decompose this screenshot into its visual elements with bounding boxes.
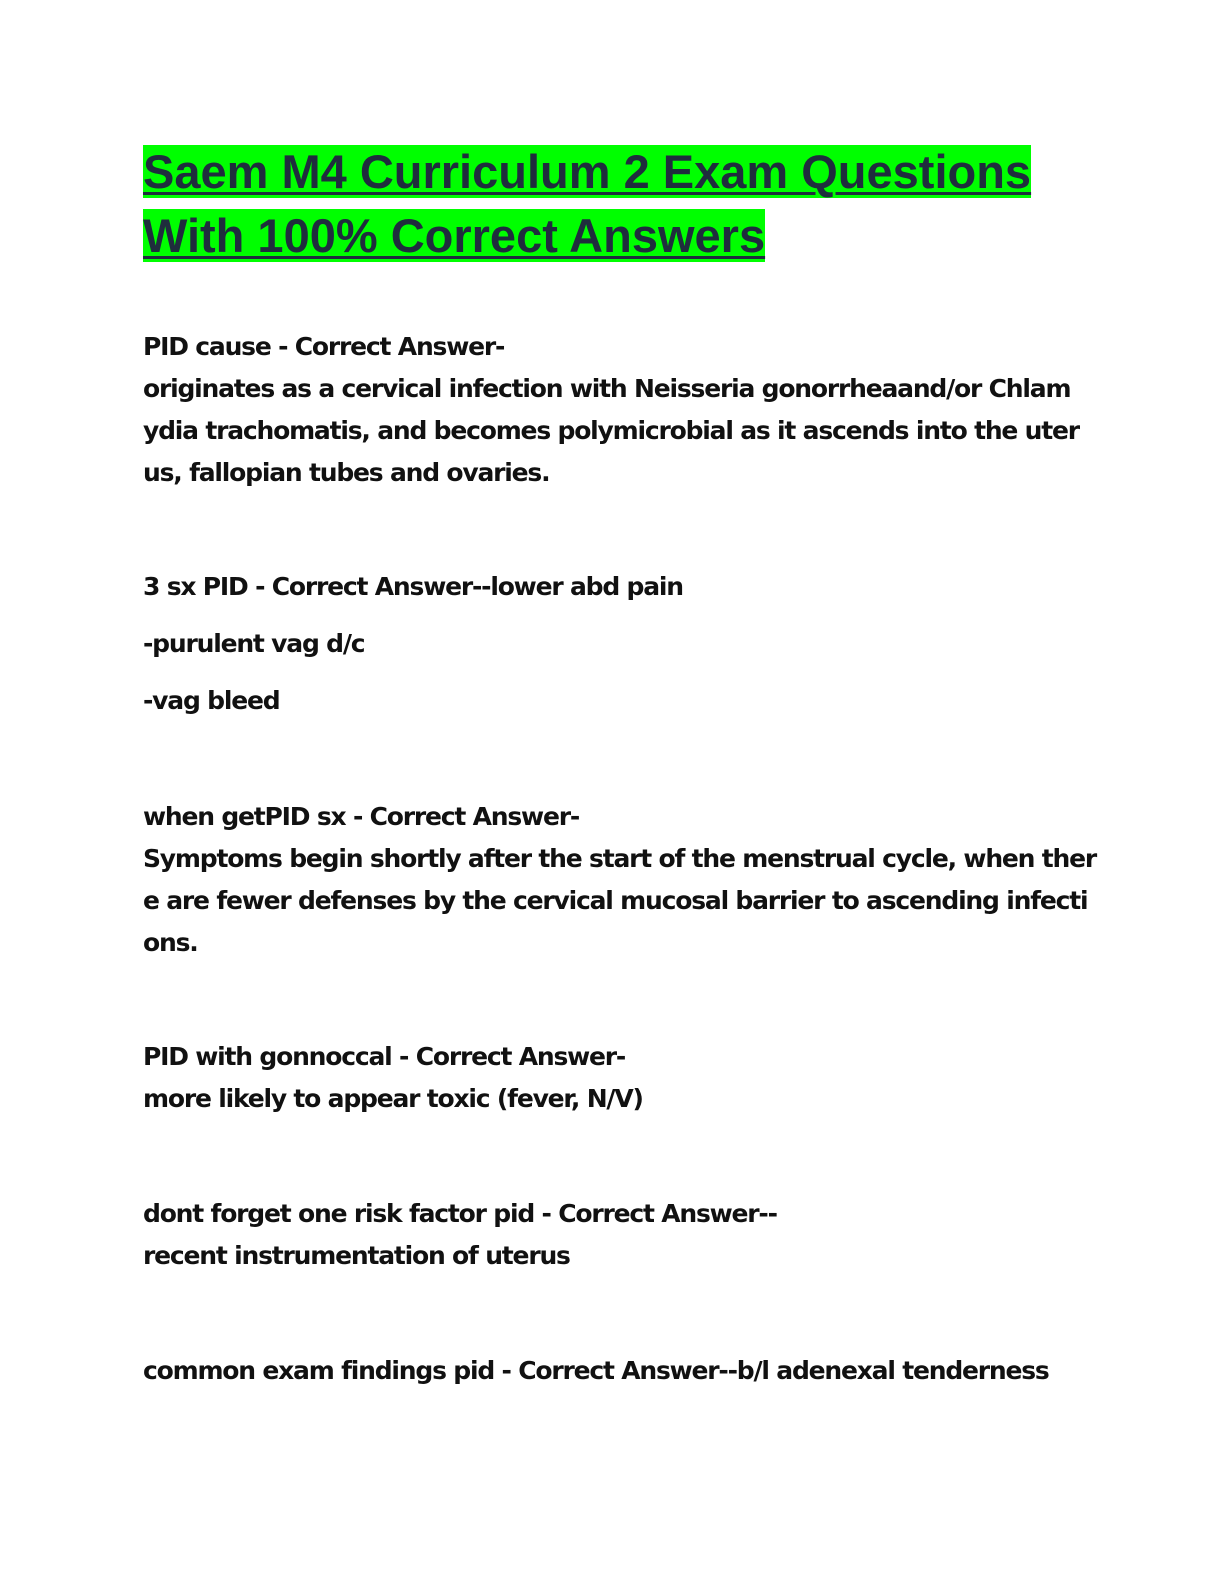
qa-entry-pid-exam-findings xyxy=(143,1350,1083,1392)
answer-text-line: -purulent vag d/c xyxy=(143,629,365,658)
answer-text-line: us, fallopian tubes and ovaries. xyxy=(143,458,550,487)
question-text: 3 sx PID - Correct Answer--lower abd pain xyxy=(143,572,683,601)
answer-text-line: recent instrumentation of uterus xyxy=(143,1241,570,1270)
qa-entry-pid-timing xyxy=(143,796,1097,964)
answer-text-line: Symptoms begin shortly after the start of the menstrual cycle, when ther xyxy=(143,844,1097,873)
answer-text-line: more likely to appear toxic (fever, N/V) xyxy=(143,1084,643,1113)
qa-entry-pid-cause xyxy=(143,326,1083,494)
qa-entry-pid-gonococcal xyxy=(143,1036,1083,1120)
question-text: PID cause - Correct Answer- xyxy=(143,332,505,361)
answer-text-line: -vag bleed xyxy=(143,686,280,715)
answer-text-line: originates as a cervical infection with Neisseria gonorrheaand/or Chlam xyxy=(143,374,1071,403)
question-text: common exam findings pid - Correct Answer--b/l adenexal tenderness xyxy=(143,1356,1049,1385)
qa-entry-pid-risk-factor xyxy=(143,1193,1083,1277)
qa-entry-pid-symptoms xyxy=(143,558,1083,729)
answer-text-line: ons. xyxy=(143,928,198,957)
question-text: when getPID sx - Correct Answer- xyxy=(143,802,580,831)
title-line-1: Saem M4 Curriculum 2 Exam Questions xyxy=(143,145,1032,198)
question-text: dont forget one risk factor pid - Correct Answer-- xyxy=(143,1199,777,1228)
document-title xyxy=(143,140,1083,268)
answer-text-line: ydia trachomatis, and becomes polymicrobial as it ascends into the uter xyxy=(143,416,1079,445)
question-text: PID with gonnoccal - Correct Answer- xyxy=(143,1042,626,1071)
title-line-2: With 100% Correct Answers xyxy=(143,209,766,262)
answer-text-line: e are fewer defenses by the cervical mucosal barrier to ascending infecti xyxy=(143,886,1088,915)
